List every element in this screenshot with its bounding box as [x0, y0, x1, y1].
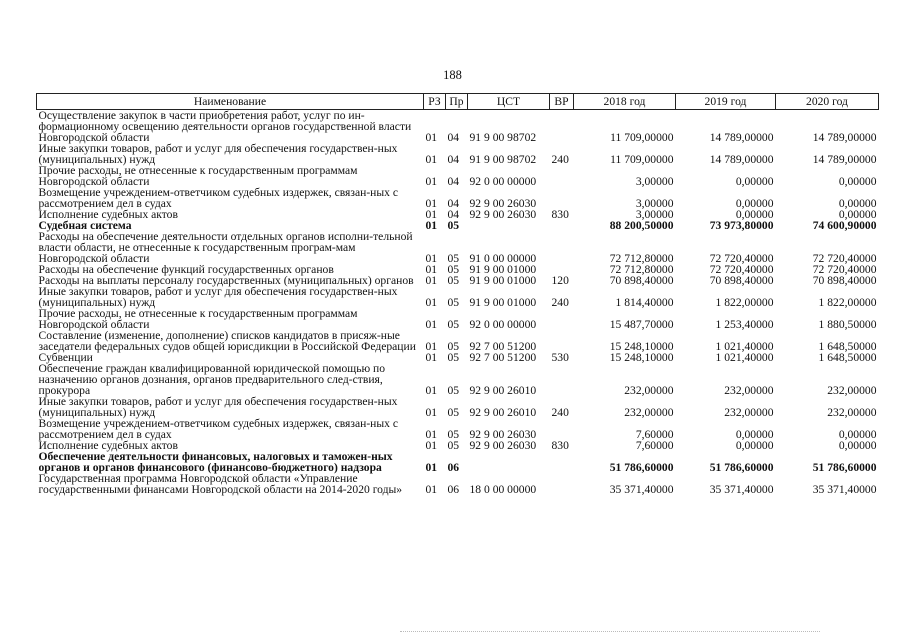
table-row [37, 165, 879, 187]
row-amount-2018: 232,00000 [624, 384, 674, 397]
row-rz: 01 [425, 340, 438, 353]
row-amount-2018: 7,60000 [635, 428, 674, 441]
row-cst: 92 9 00 26010 [469, 384, 537, 397]
row-amount-2019: 73 973,80000 [709, 219, 774, 232]
row-name: Иные закупки товаров, работ и услуг для обеспечения государствен-ных (муниципальных) нужд [38, 142, 398, 166]
row-pr: 05 [447, 428, 460, 441]
row-rz: 01 [425, 483, 438, 496]
row-amount-2018: 15 248,10000 [609, 340, 674, 353]
row-amount-2018: 3,00000 [635, 208, 674, 221]
row-pr: 06 [447, 461, 460, 474]
row-amount-2019: 232,00000 [724, 406, 774, 419]
col-header-pr: Пр [446, 94, 468, 110]
row-amount-2020: 232,00000 [827, 406, 877, 419]
table-row [37, 418, 879, 440]
row-amount-2020: 72 720,40000 [812, 252, 877, 265]
row-pr: 05 [447, 384, 460, 397]
row-rz: 01 [425, 153, 438, 166]
row-vr [550, 110, 574, 144]
table-row [37, 308, 879, 330]
row-amount-2019: 72 720,40000 [709, 252, 774, 265]
row-amount-2019: 0,00000 [735, 208, 774, 221]
row-amount-2019: 0,00000 [735, 197, 774, 210]
row-amount-2018: 7,60000 [635, 439, 674, 452]
row-cst: 92 7 00 51200 [469, 351, 537, 364]
col-header-rz: РЗ [424, 94, 446, 110]
row-name: Обеспечение граждан квалифицированной юридической помощью по назначению органов дознания, органов предварительного след-ствия, прокурора [38, 362, 386, 397]
row-name: Исполнение судебных актов [38, 208, 178, 221]
row-pr: 05 [447, 351, 460, 364]
row-rz: 01 [425, 318, 438, 331]
row-name: Исполнение судебных актов [38, 439, 178, 452]
row-rz: 01 [425, 274, 438, 287]
row-cst: 91 9 00 01000 [469, 263, 537, 276]
row-pr: 05 [447, 274, 460, 287]
row-amount-2018: 88 200,50000 [609, 219, 674, 232]
row-pr: 05 [447, 296, 460, 309]
row-vr [550, 451, 574, 473]
row-amount-2020: 35 371,40000 [812, 483, 877, 496]
row-cst: 18 0 00 00000 [469, 483, 537, 496]
row-pr: 05 [447, 263, 460, 276]
row-cst [468, 220, 550, 231]
table-row [37, 451, 879, 473]
row-amount-2018: 3,00000 [635, 197, 674, 210]
row-cst: 91 9 00 01000 [469, 274, 537, 287]
row-amount-2019: 14 789,00000 [709, 131, 774, 144]
row-amount-2020: 14 789,00000 [812, 153, 877, 166]
row-amount-2018: 11 709,00000 [610, 131, 674, 144]
row-vr: 240 [551, 406, 569, 419]
budget-table [36, 93, 879, 495]
row-vr: 240 [551, 153, 569, 166]
col-header-cst: ЦСТ [468, 94, 550, 110]
row-amount-2018: 1 814,40000 [615, 296, 674, 309]
row-vr: 530 [551, 351, 569, 364]
row-cst: 92 0 00 00000 [469, 175, 537, 188]
row-pr: 04 [447, 208, 460, 221]
row-amount-2020: 232,00000 [827, 384, 877, 397]
row-pr: 06 [447, 483, 460, 496]
row-amount-2019: 35 371,40000 [709, 483, 774, 496]
row-amount-2020: 0,00000 [838, 439, 877, 452]
row-cst: 92 9 00 26030 [469, 428, 537, 441]
row-vr [550, 231, 574, 264]
row-pr: 05 [447, 439, 460, 452]
row-vr [550, 308, 574, 330]
row-amount-2020: 0,00000 [838, 175, 877, 188]
row-name: Государственная программа Новгородской области «Управление государственными финансами Новгородской области на 2014-2020 годы» [38, 472, 403, 496]
row-name: Расходы на выплаты персоналу государственных (муниципальных) органов [38, 274, 414, 287]
row-amount-2019: 1 822,00000 [715, 296, 774, 309]
table-row [37, 143, 879, 165]
row-amount-2019: 232,00000 [724, 384, 774, 397]
row-amount-2018: 232,00000 [624, 406, 674, 419]
row-name: Возмещение учреждением-ответчиком судебных издержек, связан-ных с рассмотрением дел в судах [38, 417, 399, 441]
row-amount-2020: 14 789,00000 [812, 131, 877, 144]
row-rz: 01 [425, 252, 438, 265]
col-header-vr: ВР [550, 94, 574, 110]
row-name: Составление (изменение, дополнение) списков кандидатов в присяж-ные заседатели федеральных судов общей юрисдикции в Российской Федерации [38, 329, 416, 353]
row-amount-2019: 1 253,40000 [715, 318, 774, 331]
row-rz: 01 [425, 175, 438, 188]
row-amount-2020: 0,00000 [838, 208, 877, 221]
table-row [37, 363, 879, 396]
page-number: 188 [443, 68, 462, 82]
row-vr: 120 [551, 274, 569, 287]
row-pr: 04 [447, 197, 460, 210]
row-vr: 240 [551, 296, 569, 309]
row-amount-2020: 1 648,50000 [818, 351, 877, 364]
row-amount-2020: 1 822,00000 [818, 296, 877, 309]
row-rz: 01 [425, 263, 438, 276]
row-amount-2020: 51 786,60000 [812, 461, 877, 474]
row-cst: 92 7 00 51200 [469, 340, 537, 353]
row-amount-2018: 72 712,80000 [609, 252, 674, 265]
row-name: Иные закупки товаров, работ и услуг для обеспечения государствен-ных (муниципальных) нужд [38, 395, 398, 419]
row-rz: 01 [425, 197, 438, 210]
row-name: Расходы на обеспечение функций государственных органов [38, 263, 334, 276]
row-rz: 01 [425, 428, 438, 441]
row-pr: 05 [447, 318, 460, 331]
row-pr: 04 [447, 175, 460, 188]
row-cst: 92 9 00 26030 [469, 197, 537, 210]
row-amount-2020: 70 898,40000 [812, 274, 877, 287]
row-cst: 92 9 00 26030 [469, 208, 537, 221]
row-name: Возмещение учреждением-ответчиком судебных издержек, связан-ных с рассмотрением дел в судах [38, 186, 399, 210]
row-cst: 91 9 00 98702 [469, 153, 537, 166]
row-vr [550, 330, 574, 352]
table-header-row [37, 94, 879, 110]
row-cst: 92 9 00 26010 [469, 406, 537, 419]
row-amount-2019: 1 021,40000 [715, 340, 774, 353]
row-amount-2018: 3,00000 [635, 175, 674, 188]
row-rz: 01 [425, 439, 438, 452]
row-amount-2019: 1 021,40000 [715, 351, 774, 364]
row-name: Иные закупки товаров, работ и услуг для обеспечения государствен-ных (муниципальных) нужд [38, 285, 398, 309]
row-pr: 05 [447, 219, 460, 232]
row-vr [550, 165, 574, 187]
row-vr [550, 187, 574, 209]
row-amount-2020: 72 720,40000 [812, 263, 877, 276]
row-vr [550, 473, 574, 495]
row-vr [550, 363, 574, 396]
row-pr: 04 [447, 131, 460, 144]
row-name: Прочие расходы, не отнесенные к государственным программам Новгородской области [38, 164, 358, 188]
col-header-2018: 2018 год [574, 94, 676, 110]
row-amount-2019: 14 789,00000 [709, 153, 774, 166]
row-amount-2018: 35 371,40000 [609, 483, 674, 496]
row-amount-2020: 1 880,50000 [818, 318, 877, 331]
row-name: Обеспечение деятельности финансовых, налоговых и таможен-ных органов и органов финансового (финансово-бюджетного) надзора [38, 450, 393, 474]
next-page-fragment [400, 631, 820, 636]
row-pr: 04 [447, 153, 460, 166]
row-cst: 91 0 00 00000 [469, 252, 537, 265]
row-amount-2018: 15 248,10000 [609, 351, 674, 364]
table-body [37, 110, 879, 496]
row-cst: 91 9 00 01000 [469, 296, 537, 309]
row-rz: 01 [425, 296, 438, 309]
table-row [37, 187, 879, 209]
row-amount-2018: 72 712,80000 [609, 263, 674, 276]
row-cst: 92 0 00 00000 [469, 318, 537, 331]
row-rz: 01 [425, 131, 438, 144]
row-amount-2019: 0,00000 [735, 439, 774, 452]
row-amount-2019: 51 786,60000 [709, 461, 774, 474]
row-amount-2018: 70 898,40000 [609, 274, 674, 287]
row-amount-2019: 70 898,40000 [709, 274, 774, 287]
row-cst: 91 9 00 98702 [469, 131, 537, 144]
row-vr: 830 [551, 208, 569, 221]
row-amount-2019: 0,00000 [735, 428, 774, 441]
table-row [37, 286, 879, 308]
row-rz: 01 [425, 461, 438, 474]
row-pr: 05 [447, 406, 460, 419]
row-name: Осуществление закупок в части приобретения работ, услуг по ин-формационному освещению деятельности органов государственной власти Новгородской области [38, 109, 412, 144]
row-vr [550, 220, 574, 231]
table-row [37, 110, 879, 144]
table-row [37, 396, 879, 418]
table-row [37, 231, 879, 264]
row-name: Субвенции [38, 351, 93, 364]
row-pr: 05 [447, 340, 460, 353]
row-cst [468, 451, 550, 473]
row-rz: 01 [425, 384, 438, 397]
row-vr [550, 418, 574, 440]
table-row [37, 473, 879, 495]
row-amount-2019: 0,00000 [735, 175, 774, 188]
row-amount-2018: 15 487,70000 [609, 318, 674, 331]
col-header-2020: 2020 год [776, 94, 879, 110]
row-rz: 01 [425, 406, 438, 419]
row-vr: 830 [551, 439, 569, 452]
row-rz: 01 [425, 208, 438, 221]
row-amount-2018: 51 786,60000 [609, 461, 674, 474]
row-rz: 01 [425, 351, 438, 364]
row-amount-2020: 0,00000 [838, 197, 877, 210]
row-amount-2020: 74 600,90000 [812, 219, 877, 232]
row-name: Расходы на обеспечение деятельности отдельных органов исполни-тельной власти области, не отнесенные к государственным програм-мам Новгородской области [38, 230, 413, 265]
row-cst: 92 9 00 26030 [469, 439, 537, 452]
row-pr: 05 [447, 252, 460, 265]
row-amount-2018: 11 709,00000 [610, 153, 674, 166]
row-amount-2020: 0,00000 [838, 428, 877, 441]
row-name: Судебная система [38, 219, 132, 232]
row-amount-2019: 72 720,40000 [709, 263, 774, 276]
row-amount-2020: 1 648,50000 [818, 340, 877, 353]
col-header-2019: 2019 год [676, 94, 776, 110]
row-name: Прочие расходы, не отнесенные к государственным программам Новгородской области [38, 307, 358, 331]
table-row [37, 330, 879, 352]
row-rz: 01 [425, 219, 438, 232]
col-header-name: Наименование [37, 94, 424, 110]
